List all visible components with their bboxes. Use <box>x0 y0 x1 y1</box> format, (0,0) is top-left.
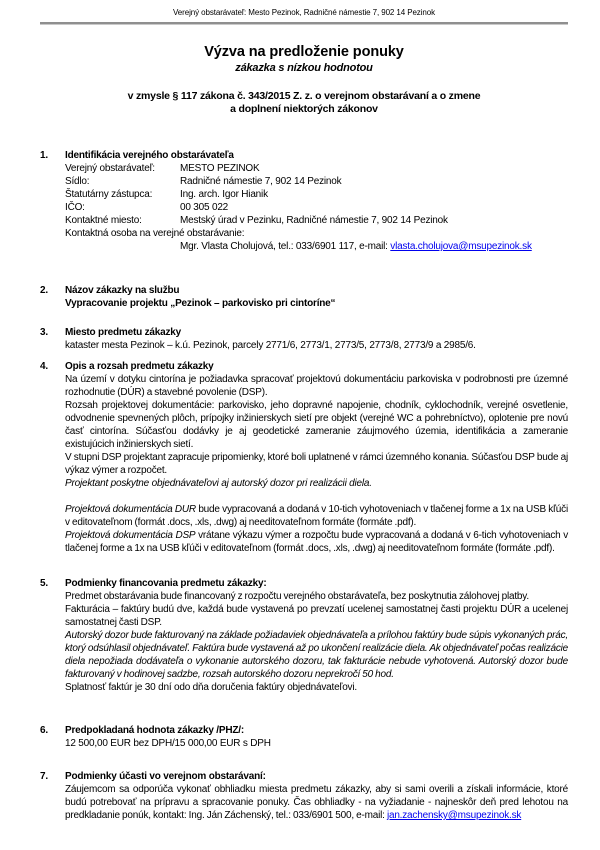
contact-person-text: Mgr. Vlasta Cholujová, tel.: 033/6901 117, e-mail: <box>180 241 391 252</box>
legal-line-1: v zmysle § 117 zákona č. 343/2015 Z. z. o verejnom obstarávaní a o zmene <box>127 90 481 102</box>
section-scope <box>40 360 568 555</box>
financing-paragraph-1: Predmet obstarávania bude financovaný z rozpočtu verejného obstarávateľa, bez poskytnutia zálohovej platby. <box>65 591 529 602</box>
participation-paragraph <box>65 783 568 822</box>
scope-paragraph-6 <box>65 529 568 555</box>
section-number: 5. <box>40 578 48 589</box>
contact-email-link[interactable]: vlasta.cholujova@msupezinok.sk <box>390 241 532 252</box>
row-value: MESTO PEZINOK <box>180 163 260 174</box>
header-rule <box>40 22 568 25</box>
scope-paragraph-5 <box>65 503 568 529</box>
legal-line-2: a doplnení niektorých zákonov <box>230 103 378 115</box>
section-title: Predpokladaná hodnota zákazky /PHZ/: <box>65 725 244 736</box>
section-title: Podmienky financovania predmetu zákazky: <box>65 578 267 589</box>
table-row <box>65 214 568 227</box>
section-place <box>40 326 568 352</box>
scope-paragraph-1: Na území v dotyku cintorína je požiadavka spracovať projektovú dokumentáciu parkoviska v podrobnosti pre územné rozhodnutie (DÚR) a stavebné povolenie (DSP). <box>65 374 568 398</box>
row-label: IČO: <box>65 202 85 213</box>
table-row <box>65 188 568 201</box>
row-value: 00 305 022 <box>180 202 229 213</box>
scope-paragraph-2: Rozsah projektovej dokumentácie: parkovisko, jeho dopravné napojenie, chodník, cyklochodník, verejné osvetlenie, odvodnenie spevnených plôch, prípojky inžinierskych sietí pre objekt (verejné WC a pohrebníctvo), oplotenie pre novú časť cintorína. Súčasťou dodávky je aj geodetické zameranie záujmového územia, identifikácia a zameranie existujúcich inžinierskych sietí. <box>65 400 568 450</box>
place-description: kataster mesta Pezinok – k.ú. Pezinok, parcely 2771/6, 2773/1, 2773/5, 2773/8, 2773/9 a 2985/6. <box>65 340 476 351</box>
document-title: Výzva na predloženie ponuky <box>204 44 404 60</box>
section-financing <box>40 577 568 694</box>
row-label: Verejný obstarávateľ: <box>65 163 155 174</box>
financing-paragraph-3: Autorský dozor bude fakturovaný na základe požiadaviek objednávateľa a prílohou faktúry bude súpis vykonaných prác, ktorý odsúhlasil objednávateľ. Faktúra bude vystavená až po ukončení realizácie diela. Ak objednávateľ počas realizácie diela nepožiada dodávateľa o vykonanie autorského dozoru, tak fakturácie nebude vyhotovená. Autorský dozor bude fakturovaný v hodinovej sadzbe, rozsah autorského dozoru neprekročí 50 hod. <box>65 630 568 680</box>
scope-paragraph-4: Projektant poskytne objednávateľovi aj autorský dozor pri realizácii diela. <box>65 478 372 489</box>
legal-reference <box>40 90 568 116</box>
row-label: Kontaktné miesto: <box>65 215 142 226</box>
scope-paragraph-3: V stupni DSP projektant zapracuje pripomienky, ktoré boli uplatnené v rámci územného konania. Súčasťou DSP bude aj výkaz výmer a rozpočet. <box>65 452 568 476</box>
section-number: 3. <box>40 327 48 338</box>
table-row <box>65 175 568 188</box>
project-name: Vypracovanie projektu „Pezinok – parkovisko pri cintoríne“ <box>65 298 336 309</box>
table-row <box>65 162 568 175</box>
financing-paragraph-2: Fakturácia – faktúry budú dve, každá bude vystavená po prevzatí ucelenej samostatnej časti projektu DÚR a ucelenej samostatnej časti DSP. <box>65 604 568 628</box>
section-estimated-value <box>40 724 568 750</box>
contact-person-label: Kontaktná osoba na verejné obstarávanie: <box>65 228 245 239</box>
section-title: Identifikácia verejného obstarávateľa <box>65 150 234 161</box>
section-title: Opis a rozsah predmetu zákazky <box>65 361 214 372</box>
contact-person-line <box>65 240 568 253</box>
section-identification <box>40 149 568 253</box>
document-subtitle: zákazka s nízkou hodnotou <box>235 62 373 74</box>
section-number: 4. <box>40 361 48 372</box>
section-title: Miesto predmetu zákazky <box>65 327 181 338</box>
inspection-email-link[interactable]: jan.zachensky@msupezinok.sk <box>386 810 522 821</box>
dsp-rest-text: vrátane výkazu výmer a rozpočtu bude vypracovaná a dodaná v 6-tich vyhotoveniach v tlačenej forme a 1x na USB kľúči v editovateľnom (formát .docs, .xls, .dwg) aj needitovateľnom formáte (formáte .pdf). <box>65 530 568 554</box>
page-header-text: Verejný obstarávateľ: Mesto Pezinok, Radničné námestie 7, 902 14 Pezinok <box>173 8 435 17</box>
section-title: Podmienky účasti vo verejnom obstarávaní: <box>65 771 266 782</box>
dur-lead-text: Projektová dokumentácia DUR <box>65 504 196 515</box>
row-label: Sídlo: <box>65 176 90 187</box>
section-number: 2. <box>40 285 48 296</box>
dsp-lead-text: Projektová dokumentácia DSP <box>65 530 196 541</box>
section-number: 1. <box>40 150 48 161</box>
section-number: 6. <box>40 725 48 736</box>
row-value: Mestský úrad v Pezinku, Radničné námestie 7, 902 14 Pezinok <box>180 215 448 226</box>
sections-list <box>40 149 568 822</box>
row-value: Ing. arch. Igor Hianik <box>180 189 268 200</box>
title-block <box>40 44 568 116</box>
table-row <box>65 201 568 214</box>
section-title: Názov zákazky na službu <box>65 285 180 296</box>
section-participation <box>40 770 568 822</box>
participation-text: Záujemcom sa odporúča vykonať obhliadku miesta predmetu zákazky, aby si sami overili a získali informácie, ktoré budú potrebovať na prípravu a spracovanie ponuky. Čas obhliadky - na vyžiadanie - najneskôr deň pred lehotou na predkladanie ponúk, kontakt: Ing. Ján Záchenský, tel.: 033/6901 500, e-mail: <box>65 784 568 821</box>
financing-paragraph-4: Splatnosť faktúr je 30 dní odo dňa doručenia faktúry objednávateľovi. <box>65 682 357 693</box>
estimated-value: 12 500,00 EUR bez DPH/15 000,00 EUR s DPH <box>65 738 271 749</box>
row-value: Radničné námestie 7, 902 14 Pezinok <box>180 176 342 187</box>
row-label: Štatutárny zástupca: <box>65 189 153 200</box>
dur-rest-text: bude vypracovaná a dodaná v 10-tich vyhotoveniach v tlačenej forme a 1x na USB kľúči v editovateľnom (formát .docs, .xls, .dwg) aj needitovateľnom formáte (formáte .pdf). <box>65 504 568 528</box>
section-number: 7. <box>40 771 48 782</box>
section-contract-name <box>40 284 568 310</box>
